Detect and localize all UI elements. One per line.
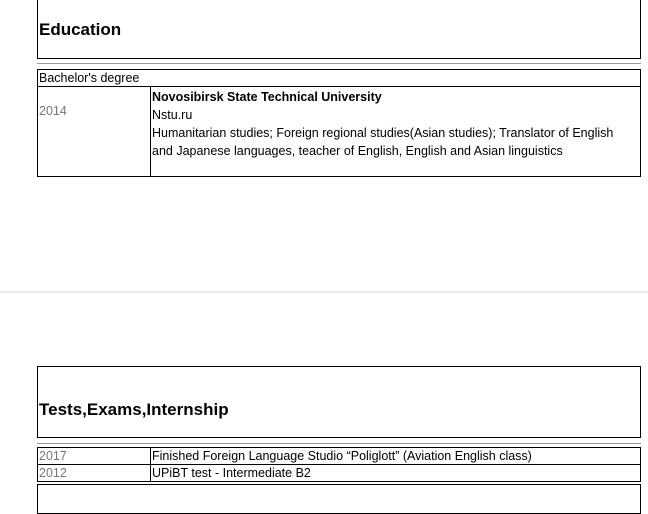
- test-description: UPiBT test - Intermediate B2: [152, 466, 311, 480]
- education-entry: [37, 86, 641, 177]
- tests-heading: Tests,Exams,Internship: [39, 400, 229, 419]
- column-divider: [150, 87, 151, 176]
- test-row: [37, 464, 641, 482]
- institution-name: Novosibirsk State Technical University: [152, 90, 382, 104]
- test-year: 2017: [39, 449, 67, 463]
- column-divider: [150, 448, 151, 464]
- page-break: [0, 291, 648, 293]
- test-year: 2012: [39, 466, 67, 480]
- education-section: [37, 0, 641, 59]
- column-divider: [150, 465, 151, 481]
- test-row: [37, 447, 641, 465]
- divider: [37, 443, 641, 444]
- divider: [37, 63, 641, 64]
- entry-body: [152, 88, 620, 160]
- study-details: Humanitarian studies; Foreign regional studies(Asian studies); Translator of English and Japanese languages, teacher of English, English and Asian linguistics: [152, 126, 614, 158]
- test-description: Finished Foreign Language Studio “Poliglott” (Aviation English class): [152, 449, 532, 463]
- institution-website: Nstu.ru: [152, 108, 193, 122]
- entry-year: 2014: [39, 104, 67, 118]
- degree-label: Bachelor's degree: [37, 69, 641, 87]
- next-section: [37, 484, 641, 514]
- education-heading: Education: [39, 20, 122, 39]
- tests-section: [37, 366, 641, 438]
